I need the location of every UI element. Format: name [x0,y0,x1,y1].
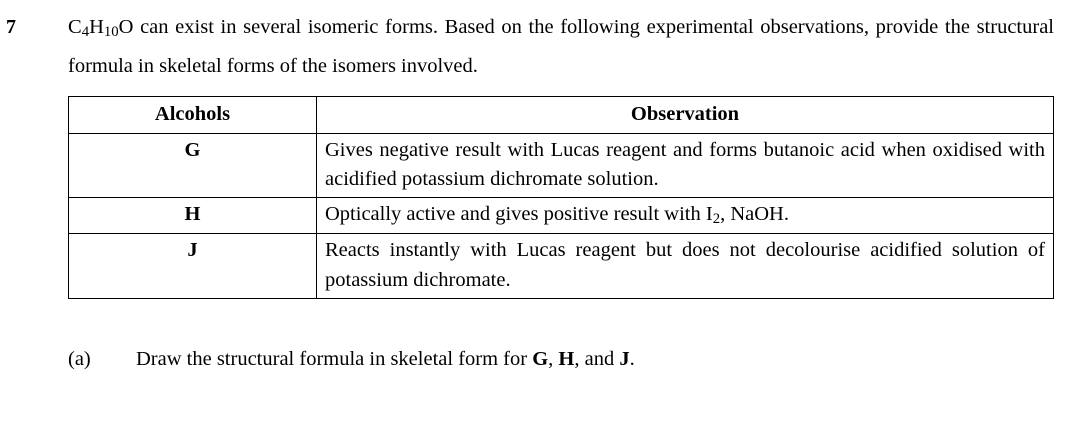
question-stem [68,8,1054,86]
observation-h [317,198,1054,234]
question-body [68,8,1080,375]
part-a-text [136,343,1054,376]
column-header-alcohols: Alcohols [69,96,317,133]
question-part-a [68,343,1054,376]
table-row [69,198,1054,234]
part-a-isomer-h: H [558,347,575,370]
part-a-text-post: . [629,347,635,370]
part-a-isomer-g: G [532,347,549,370]
observation-h-subscript: 2 [712,211,721,228]
part-a-sep-1: , [548,347,559,370]
alcohol-label-j: J [69,234,317,298]
table-row [69,133,1054,197]
table-row [69,234,1054,298]
formula-h: H [89,16,104,38]
part-a-label: (a) [68,347,91,370]
formula-c-count: 4 [81,24,90,41]
molecular-formula [68,16,134,41]
formula-o: O [118,16,134,38]
formula-c: C [68,16,82,38]
observation-g: Gives negative result with Lucas reagent and forms butanoic acid when oxidised with acidified potassium dichromate solution. [317,133,1054,197]
question-block [0,8,1080,375]
formula-h-count: 10 [103,24,119,41]
observation-h-post: , NaOH. [720,203,789,226]
question-number: 7 [6,16,16,38]
alcohol-label-g: G [69,133,317,197]
question-stem-text: can exist in several isomeric forms. Based on the following experimental observations, provide the structural formula in skeletal forms of the isomers involved. [68,16,1054,77]
alcohol-label-h: H [69,198,317,234]
column-header-observation: Observation [317,96,1054,133]
observations-table [68,96,1054,299]
observation-h-pre: Optically active and gives positive result with I [325,203,713,226]
observation-j: Reacts instantly with Lucas reagent but does not decolourise acidified solution of potassium dichromate. [317,234,1054,298]
table-header-row [69,96,1054,133]
part-a-isomer-j: J [619,347,630,370]
part-a-sep-2: , and [574,347,620,370]
part-a-text-pre: Draw the structural formula in skeletal form for [136,347,533,370]
